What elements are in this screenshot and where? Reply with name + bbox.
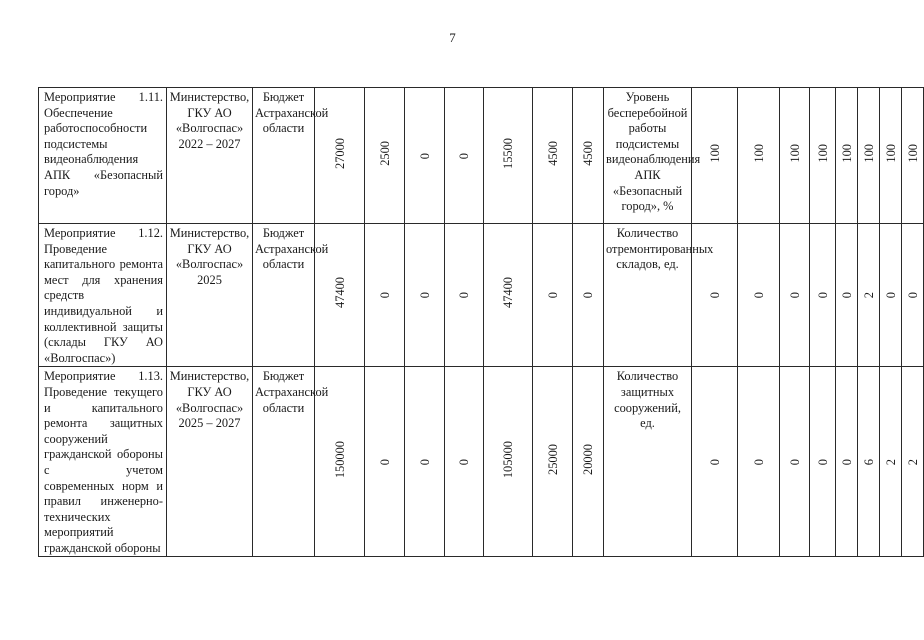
target-cell-value: 0 — [707, 458, 722, 466]
target-cell — [858, 88, 880, 224]
finance-cell-value: 0 — [417, 458, 432, 466]
target-cell-value: 0 — [883, 292, 898, 299]
finance-cell-value: 0 — [377, 292, 392, 299]
finance-cell — [445, 88, 484, 224]
finance-cell — [365, 367, 405, 557]
finance-cell-value: 0 — [417, 152, 432, 159]
target-cell — [738, 224, 780, 367]
finance-cell-value: 47400 — [332, 277, 347, 309]
target-cell — [738, 88, 780, 224]
finance-cell — [484, 367, 533, 557]
table-row — [39, 224, 924, 367]
finance-cell-value: 0 — [457, 152, 471, 159]
finance-cell — [405, 224, 445, 367]
finance-cell — [533, 224, 573, 367]
target-cell-value: 0 — [815, 292, 830, 299]
table-row — [39, 88, 924, 224]
target-cell-value: 2 — [883, 458, 898, 466]
finance-cell — [573, 367, 604, 557]
target-cell — [810, 224, 836, 367]
target-cell — [810, 88, 836, 224]
executor-cell: Министерство, ГКУ АО «Волгоспас» 2025 – 2027 — [167, 367, 253, 557]
finance-cell — [365, 224, 405, 367]
finance-cell — [484, 88, 533, 224]
target-cell — [810, 367, 836, 557]
target-cell-value: 100 — [751, 143, 766, 163]
target-cell-value: 100 — [707, 143, 722, 163]
target-cell — [880, 88, 902, 224]
target-cell-value: 100 — [787, 143, 802, 163]
target-cell — [858, 224, 880, 367]
finance-cell — [445, 224, 484, 367]
finance-cell-value: 0 — [581, 292, 595, 299]
executor-cell: Министерство, ГКУ АО «Волгоспас» 2025 — [167, 224, 253, 367]
target-cell — [880, 224, 902, 367]
finance-cell-value: 4500 — [545, 140, 560, 166]
target-cell-value: 6 — [861, 458, 876, 466]
target-cell-value: 0 — [905, 292, 920, 299]
source-cell: Бюджет Астраханской области — [253, 224, 315, 367]
finance-cell-value: 25000 — [545, 444, 560, 476]
page-number: 7 — [449, 30, 456, 45]
source-cell: Бюджет Астраханской области — [253, 367, 315, 557]
finance-cell-value: 0 — [377, 458, 392, 466]
finance-cell — [445, 367, 484, 557]
target-cell-value: 2 — [905, 458, 920, 466]
finance-cell — [533, 367, 573, 557]
target-cell-value: 100 — [905, 143, 920, 163]
target-cell-value: 0 — [787, 292, 802, 299]
target-cell — [780, 367, 810, 557]
target-cell — [902, 367, 924, 557]
target-cell-value: 0 — [839, 292, 854, 299]
target-cell-value: 0 — [815, 458, 830, 466]
finance-cell — [573, 88, 604, 224]
finance-cell — [365, 88, 405, 224]
finance-cell-value: 2500 — [377, 140, 392, 166]
program-table — [38, 87, 924, 557]
finance-cell — [533, 88, 573, 224]
target-cell — [692, 367, 738, 557]
target-cell — [738, 367, 780, 557]
finance-cell — [484, 224, 533, 367]
target-cell-value: 100 — [839, 143, 854, 163]
executor-cell: Министерство, ГКУ АО «Волгоспас» 2022 – 2027 — [167, 88, 253, 224]
event-cell: Мероприятие 1.13. Проведение текущего и капитального ремонта защитных сооружений гражданской обороны с учетом современных норм и правил инженерно-технических мероприятий гражданской обороны — [39, 367, 167, 557]
target-cell-value: 2 — [861, 292, 876, 299]
target-cell-value: 100 — [815, 143, 830, 163]
finance-cell-value: 47400 — [501, 277, 515, 309]
target-cell-value: 100 — [861, 143, 876, 163]
finance-cell-value: 150000 — [332, 441, 347, 479]
finance-cell-value: 20000 — [581, 444, 595, 476]
source-cell: Бюджет Астраханской области — [253, 88, 315, 224]
target-cell-value: 0 — [751, 458, 766, 466]
indicator-cell: Количество отремонтированных складов, ед. — [604, 224, 692, 367]
target-cell-value: 0 — [751, 292, 766, 299]
indicator-cell: Уровень бесперебойной работы подсистемы видеонаблюдения АПК «Безопасный город», % — [604, 88, 692, 224]
finance-cell-value: 105000 — [501, 441, 515, 479]
target-cell — [836, 88, 858, 224]
finance-cell-value: 4500 — [581, 140, 595, 166]
target-cell — [780, 88, 810, 224]
finance-cell — [405, 88, 445, 224]
finance-cell-value: 0 — [417, 292, 432, 299]
target-cell — [902, 224, 924, 367]
target-cell-value: 100 — [883, 143, 898, 163]
finance-cell-value: 0 — [457, 458, 471, 466]
finance-cell — [573, 224, 604, 367]
target-cell-value: 0 — [707, 292, 722, 299]
event-cell: Мероприятие 1.12. Проведение капитального ремонта мест для хранения средств индивидуальной и коллективной защиты (склады ГКУ АО «Волгоспас») — [39, 224, 167, 367]
target-cell — [780, 224, 810, 367]
target-cell-value: 0 — [787, 458, 802, 466]
target-cell-value: 0 — [839, 458, 854, 466]
finance-cell-value: 0 — [457, 292, 471, 299]
indicator-cell: Количество защитных сооружений, ед. — [604, 367, 692, 557]
finance-cell — [405, 367, 445, 557]
target-cell — [880, 367, 902, 557]
table-row — [39, 367, 924, 557]
event-cell: Мероприятие 1.11. Обеспечение работоспособности подсистемы видеонаблюдения АПК «Безопасный город» — [39, 88, 167, 224]
target-cell — [858, 367, 880, 557]
target-cell — [836, 367, 858, 557]
target-cell — [902, 88, 924, 224]
finance-cell-value: 15500 — [501, 137, 515, 169]
target-cell — [836, 224, 858, 367]
finance-cell-value: 0 — [545, 292, 560, 299]
finance-cell-value: 27000 — [332, 137, 347, 169]
